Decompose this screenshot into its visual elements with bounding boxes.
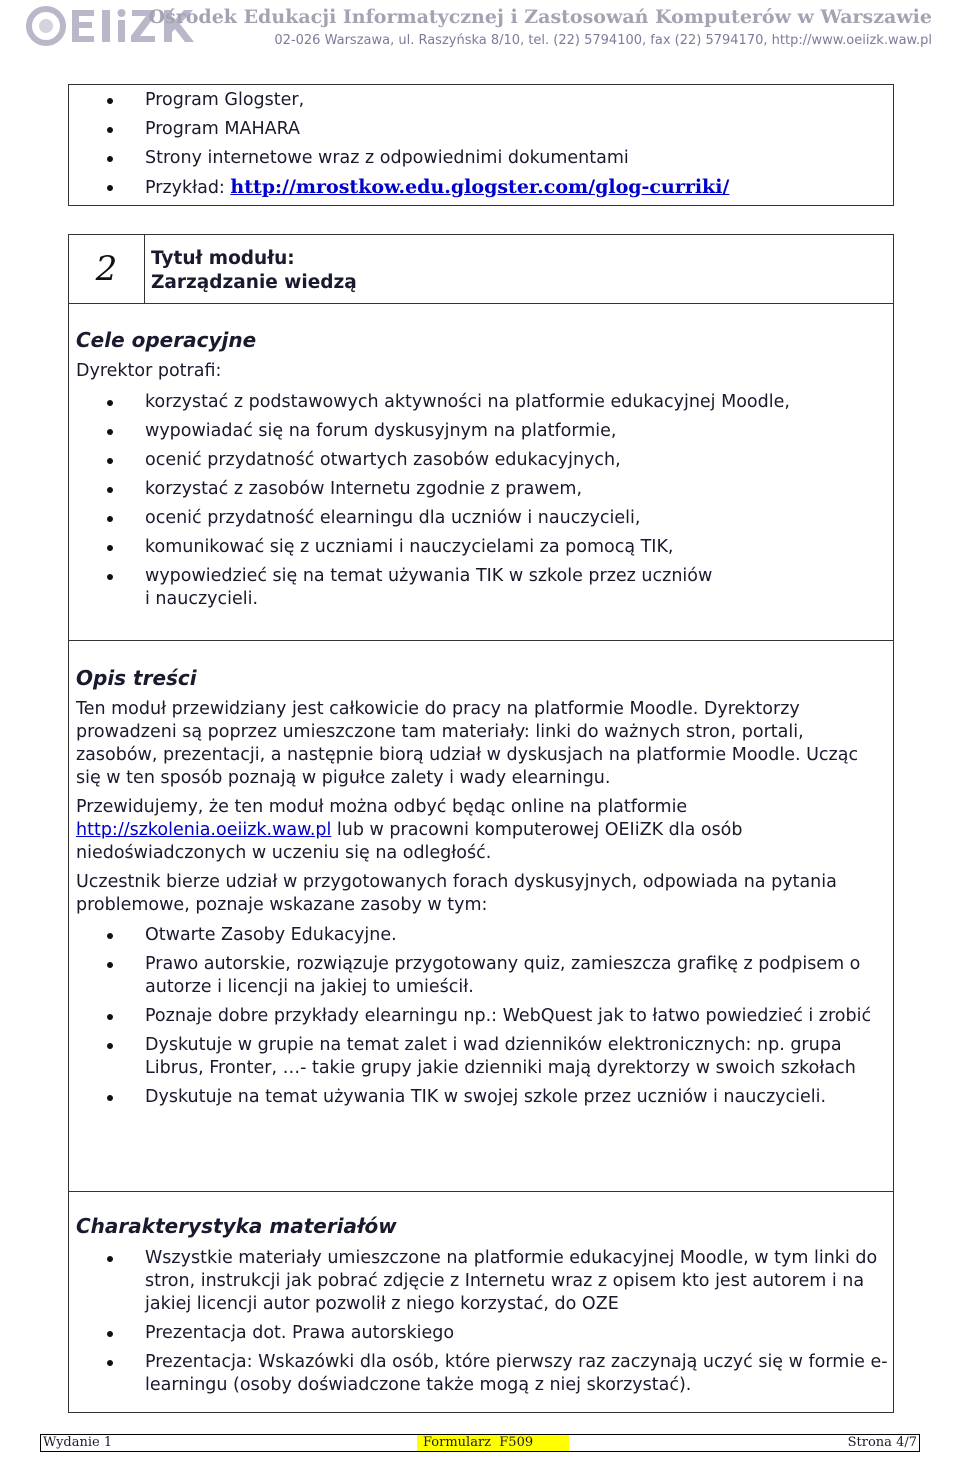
list-item: ocenić przydatność otwartych zasobów edukacyjnych, <box>69 449 869 472</box>
list-item: Program Glogster, <box>69 89 729 112</box>
list-item: Prawo autorskie, rozwiązuje przygotowany quiz, zamieszcza grafikę z podpisem o autorze i licencji na jakiej to umieścił. <box>69 953 889 999</box>
list-item: wypowiadać się na forum dyskusyjnym na platformie, <box>69 420 869 443</box>
list-item: ocenić przydatność elearningu dla uczniów i nauczycieli, <box>69 507 869 530</box>
list-item: Poznaje dobre przykłady elearningu np.: WebQuest jak to łatwo powiedzieć i zrobić <box>69 1005 889 1028</box>
module-title-label: Tytuł modułu: <box>151 248 295 269</box>
opis-paragraph-1: Ten moduł przewidziany jest całkowicie do pracy na platformie Moodle. Dyrektorzy prowadzeni są poprzez umieszczone tam materiały: linki do ważnych stron, portali, zasobów, prezentacji, a następnie biorą udział w dyskusjach na platformie Moodle. Ucząc się w ten sposób poznają w pigułce zalety i wady elearningu. <box>76 699 859 788</box>
module-number: 2 <box>69 235 145 303</box>
form-number: Formularz F509 <box>423 1435 534 1450</box>
opis-paragraph-3: Uczestnik bierze udział w przygotowanych forach dyskusyjnych, odpowiada na pytania problemowe, poznaje wskazane zasoby w tym: <box>76 872 837 915</box>
list-item-example <box>69 176 729 200</box>
edition-label: Wydanie 1 <box>43 1435 113 1450</box>
opis-section <box>68 640 894 1192</box>
cele-intro: Dyrektor potrafi: <box>76 361 222 381</box>
institution-title: Ośrodek Edukacji Informatycznej i Zastosowań Komputerów w Warszawie <box>148 6 932 28</box>
szkolenia-link[interactable]: http://szkolenia.oeiizk.waw.pl <box>76 820 332 840</box>
institution-address: 02-026 Warszawa, ul. Raszyńska 8/10, tel. (22) 5794100, fax (22) 5794170, http://www.oeiizk.waw.pl <box>274 33 932 48</box>
charakterystyka-heading: Charakterystyka materiałów <box>76 1214 397 1238</box>
list-item: Dyskutuje w grupie na temat zalet i wad dzienników elektronicznych: np. grupa Librus, Fronter, …- takie grupy jakie dzienniki mają dyrektorzy w swoich szkołach <box>69 1034 889 1080</box>
form-number-highlight <box>417 1435 569 1451</box>
list-item: korzystać z zasobów Internetu zgodnie z prawem, <box>69 478 869 501</box>
page-header <box>0 0 960 56</box>
page-number: Strona 4/7 <box>847 1435 917 1450</box>
list-item: Wszystkie materiały umieszczone na platformie edukacyjnej Moodle, w tym linki do stron, instrukcji jak pobrać zdjęcie z Internetu wraz z opisem kto jest autorem i na jakiej licencji autor pozwolił z niego korzystać, do OZE <box>69 1247 889 1316</box>
opis-paragraph-2 <box>76 796 888 865</box>
module-header <box>68 234 894 304</box>
opis-p2-text-end: lub w pracowni komputerowej OEIiZK dla osób niedoświadczonych w uczeniu się na odległość. <box>76 820 743 863</box>
program-list-box <box>68 84 894 206</box>
charakterystyka-section <box>68 1191 894 1413</box>
example-label: Przykład: <box>145 178 231 198</box>
opis-p2-text: Przewidujemy, że ten moduł można odbyć będąc online na platformie <box>76 797 688 817</box>
cele-section <box>68 303 894 641</box>
list-item: Prezentacja: Wskazówki dla osób, które pierwszy raz zaczynają uczyć się w formie e-learningu (osoby doświadczone także mogą z niej skorzystać). <box>69 1351 889 1397</box>
glogster-link[interactable]: http://mrostkow.edu.glogster.com/glog-curriki/ <box>230 176 730 198</box>
page-footer <box>40 1434 920 1452</box>
module-name: Zarządzanie wiedzą <box>151 272 357 293</box>
list-item: Program MAHARA <box>69 118 729 141</box>
list-item: Dyskutuje na temat używania TIK w swojej szkole przez uczniów i nauczycieli. <box>69 1086 889 1109</box>
cele-heading: Cele operacyjne <box>76 328 257 352</box>
list-item: wypowiedzieć się na temat używania TIK w szkole przez uczniów i nauczycieli. <box>69 565 715 611</box>
opis-heading: Opis treści <box>76 666 197 690</box>
list-item: Prezentacja dot. Prawa autorskiego <box>69 1322 889 1345</box>
list-item: Strony internetowe wraz z odpowiednimi dokumentami <box>69 147 729 170</box>
list-item: korzystać z podstawowych aktywności na platformie edukacyjnej Moodle, <box>69 391 869 414</box>
list-item: Otwarte Zasoby Edukacyjne. <box>69 924 889 947</box>
list-item: komunikować się z uczniami i nauczycielami za pomocą TIK, <box>69 536 869 559</box>
